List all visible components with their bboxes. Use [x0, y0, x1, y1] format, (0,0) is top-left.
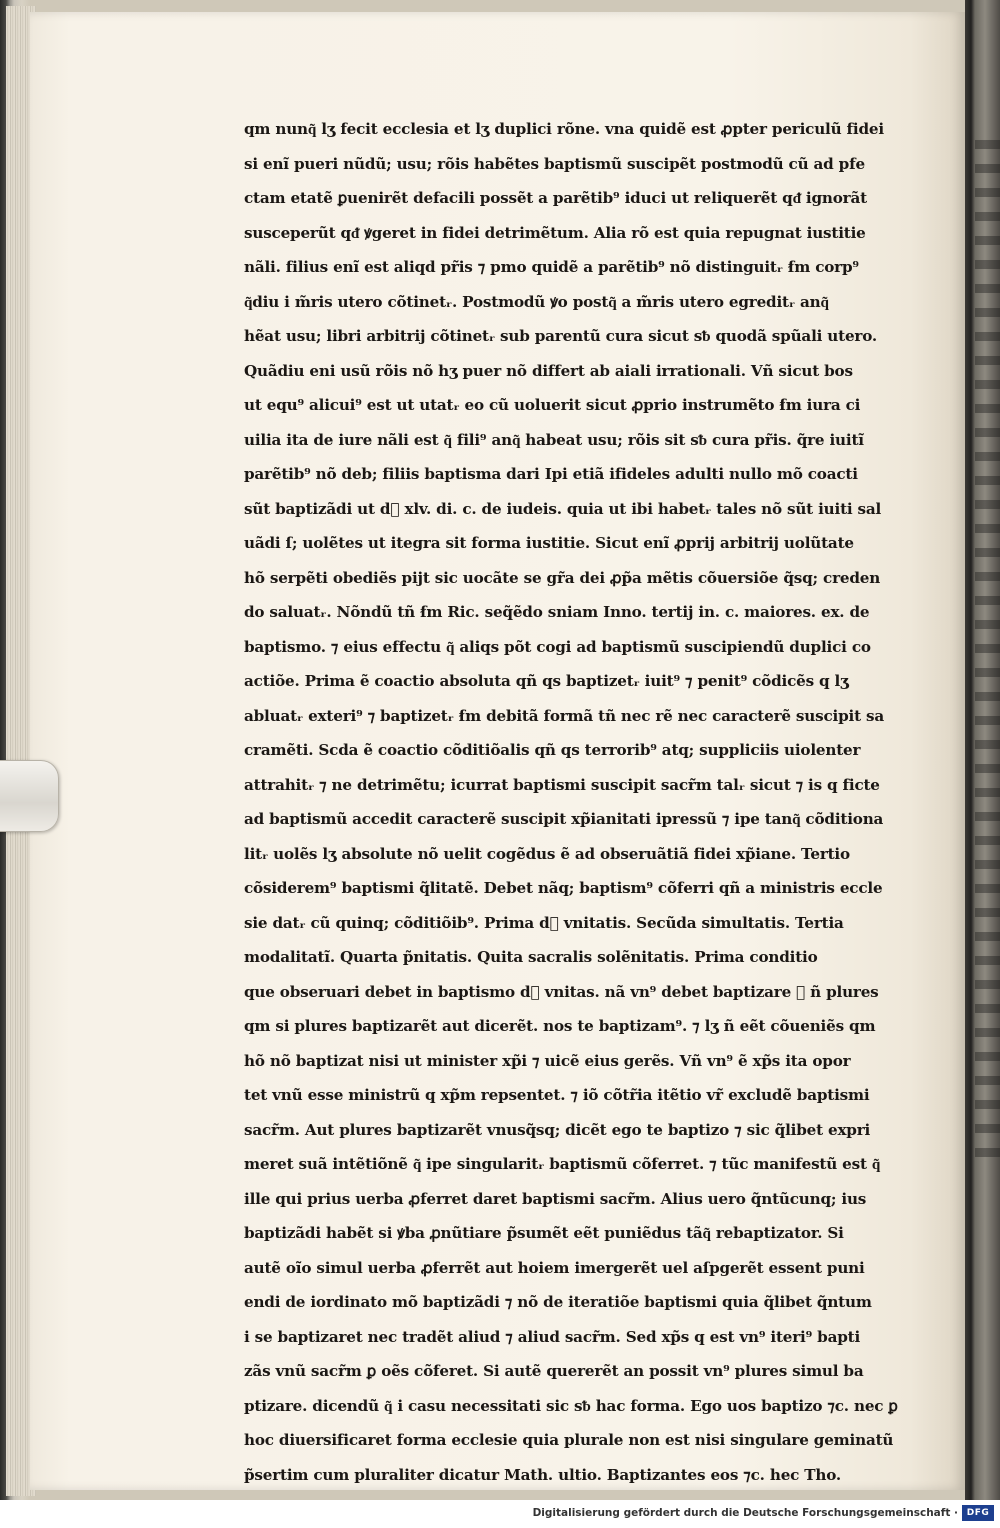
dfg-logo-icon[interactable]: DFG	[962, 1505, 994, 1521]
text-line: ctam etatẽ ꝑuenirẽt defacili possẽt a parẽtib⁹ iduci ut reliquerẽt qᵭ ignorãt	[244, 189, 867, 207]
page-clip	[0, 760, 59, 832]
text-line: baptismo. ⁊ eius effectu q͂ aliqs põt cogi ad baptismũ suscipiendũ duplici co	[244, 637, 871, 656]
text-line: parẽtib⁹ nõ deb; filiis baptisma dari Ipi etiã ifideles adulti nullo mõ coacti	[244, 465, 858, 483]
text-line: qm si plures baptizarẽt aut dicerẽt. nos te baptizam⁹. ⁊ lʒ ñ eẽt cõueniẽs qm	[244, 1017, 876, 1035]
text-line: ut equ⁹ alicui⁹ est ut utatᵣ eo cũ uoluerit sicut ꝓprio instrumẽto ẜm iura ci	[244, 396, 861, 414]
text-line: do saluatᵣ. Nõndũ tñ ẜm Ric. seq̃ẽdo sniam Inno. tertij in. c. maiores. ex. de	[244, 603, 870, 621]
digitization-footer	[0, 1500, 1000, 1528]
text-line: meret suã intẽtiõnẽ q͂ ipe singularitᵣ baptismũ cõferret. ⁊ tũc manifestũ est q͂	[244, 1155, 881, 1173]
text-line: ptizare. dicendũ q͂ i casu necessitati sic sᵬ hac forma. Ego uos baptizo ⁊c. nec ꝑ	[244, 1396, 898, 1415]
text-line: ad baptismũ accedit caracterẽ suscipit xp̃ianitati ipressũ ⁊ ipe tanq͂ cõditiona	[244, 810, 884, 828]
text-line: cõsiderem⁹ baptismi q̃litatẽ. Debet nãq; baptism⁹ cõferri qñ a ministris eccle	[244, 879, 883, 897]
text-line: sũt baptizãdi ut dᷓ xlv. di. c. de iudeis. quia ut ibi habetᵣ tales nõ sũt iuiti sal	[244, 499, 882, 518]
text-line: susceperũt qᵭ ꝟgeret in fidei detrimẽtum. Alia rõ est quia repugnat iustitie	[244, 223, 866, 242]
text-line: hoc diuersificaret forma ecclesie quia plurale non est nisi singulare geminatũ	[244, 1431, 894, 1449]
facing-page-text-edge	[975, 140, 1000, 1160]
text-line: nãli. filius enĩ est aliqd pr̃is ⁊ pmo quidẽ a parẽtib⁹ nõ distinguitᵣ ẜm corp⁹	[244, 258, 859, 276]
text-line: qm nunq͂ lʒ fecit ecclesia et lʒ duplici rõne. vna quidẽ est ꝓpter periculũ fidei	[244, 120, 884, 138]
text-line: hõ nõ baptizat nisi ut minister xp̃i ⁊ uicẽ eius gerẽs. Vñ vn⁹ ẽ xp̃s ita opor	[244, 1051, 851, 1070]
text-line: si enĩ pueri nũdũ; usu; rõis habẽtes baptismũ suscipẽt postmodũ cũ ad pfe	[244, 154, 865, 173]
text-line: sie datᵣ cũ quinq; cõditiõib⁹. Prima dᷓ vnitatis. Secũda simultatis. Tertia	[244, 913, 844, 932]
text-line: i se baptizaret nec tradẽt aliud ⁊ aliud sacr̃m. Sed xp̃s q est vn⁹ iteri⁹ bapti	[244, 1327, 861, 1346]
text-line: hõ serpẽti obediẽs pijt sic uocãte se gr̃a dei ꝓp̃a mẽtis cõuersiõe q̃sq; creden	[244, 568, 881, 587]
text-line: que obseruari debet in baptismo dᷓ vnitas. nã vn⁹ debet baptizare ⁊ ñ plures	[244, 982, 879, 1001]
text-line: p̃sertim cum pluraliter dicatur Math. ultio. Baptizantes eos ⁊c. hec Tho.	[244, 1465, 841, 1484]
text-line: hẽat usu; libri arbitrij cõtinetᵣ sub parentũ cura sicut sᵬ quodã spũali utero.	[244, 327, 877, 345]
text-line: baptizãdi habẽt si ꝟba ꝓnũtiare p̃sumẽt eẽt puniẽdus tãq͂ rebaptizator. Si	[244, 1224, 844, 1242]
text-line: abluatᵣ exteri⁹ ⁊ baptizetᵣ ẜm debitã formã tñ nec rẽ nec caracterẽ suscipit sa	[244, 706, 884, 725]
text-line: ille qui prius uerba ꝓferret daret baptismi sacr̃m. Alius uero q̃ntũcunq; ius	[244, 1189, 867, 1208]
text-line: endi de iordinato mõ baptizãdi ⁊ nõ de iteratiõe baptismi quia q̃libet q̃ntum	[244, 1293, 872, 1311]
incunable-text-block	[244, 112, 910, 1492]
text-line: autẽ oĩo simul uerba ꝓferrẽt aut hoiem imergerẽt uel aſpgerẽt essent puni	[244, 1258, 865, 1277]
text-line: actiõe. Prima ẽ coactio absoluta qñ qs baptizetᵣ iuit⁹ ⁊ penit⁹ cõdicẽs q lʒ	[244, 672, 849, 690]
text-line: attrahitᵣ ⁊ ne detrimẽtu; icurrat baptismi suscipit sacr̃m talᵣ sicut ⁊ is q ficte	[244, 775, 880, 794]
text-line: litᵣ uolẽs lʒ absolute nõ uelit cogẽdus ẽ ad obseruãtiã fidei xp̃iane. Tertio	[244, 844, 850, 863]
text-line: zãs vnũ sacr̃m ꝑ oẽs cõferet. Si autẽ quererẽt an possit vn⁹ plures simul ba	[244, 1362, 864, 1380]
text-line: sacr̃m. Aut plures baptizarẽt vnusq̃sq; dicẽt ego te baptizo ⁊ sic q̃libet expri	[244, 1120, 871, 1139]
text-line: uãdi ſ; uolẽtes ut itegra sit forma iustitie. Sicut enĩ ꝓprij arbitrij uolũtate	[244, 534, 854, 552]
text-line: Quãdiu eni usũ rõis nõ hʒ puer nõ differt ab aiali irrationali. Vñ sicut bos	[244, 361, 853, 380]
text-line: uilia ita de iure nãli est q͂ fili⁹ anq͂ habeat usu; rõis sit sᵬ cura pr̃is. q̃re iuitĩ	[244, 430, 864, 449]
text-line: cramẽti. Scda ẽ coactio cõditiõalis qñ qs terrorib⁹ atq; suppliciis uiolenter	[244, 741, 861, 759]
funding-note: Digitalisierung gefördert durch die Deutsche Forschungsgemeinschaft ·	[532, 1507, 958, 1519]
text-line: q͂diu i m̃ris utero cõtinetᵣ. Postmodũ ꝟo postq͂ a m̃ris utero egreditᵣ anq͂	[244, 292, 829, 311]
text-line: tet vnũ esse ministrũ q xp̃m repsentet. ⁊ iõ cõtr̃ia itẽtio vr̃ excludẽ baptismi	[244, 1086, 870, 1104]
text-line: modalitatĩ. Quarta p̃nitatis. Quita sacralis solẽnitatis. Prima conditio	[244, 948, 818, 966]
